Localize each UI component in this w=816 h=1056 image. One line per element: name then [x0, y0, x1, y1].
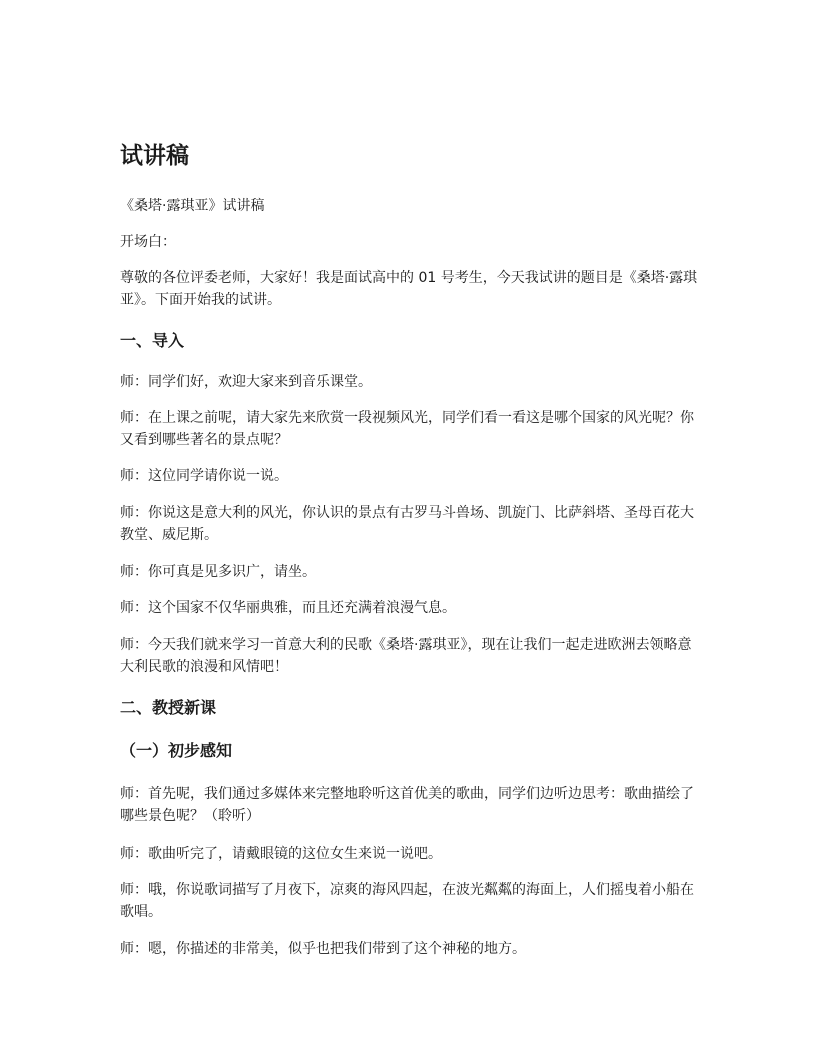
paragraph: 师：嗯，你描述的非常美，似乎也把我们带到了这个神秘的地方。 — [120, 941, 526, 957]
subsection-heading-perception: （一）初步感知 — [120, 741, 233, 760]
paragraph: 师：歌曲听完了，请戴眼镜的这位女生来说一说吧。 — [120, 846, 442, 862]
opening-text: 尊敬的各位评委老师，大家好！我是面试高中的 01 号考生，今天我试讲的题目是《桑塔·露琪亚》。下面开始我的试讲。 — [120, 270, 698, 308]
paragraph: 师：同学们好，欢迎大家来到音乐课堂。 — [120, 374, 372, 390]
paragraph: 师：你说这是意大利的风光，你认识的景点有古罗马斗兽场、凯旋门、比萨斜塔、圣母百花大教堂、威尼斯。 — [120, 505, 694, 543]
paragraph: 师：在上课之前呢，请大家先来欣赏一段视频风光，同学们看一看这是哪个国家的风光呢？你又看到哪些著名的景点呢？ — [120, 410, 694, 448]
opening-label: 开场白： — [120, 234, 176, 250]
document-title: 试讲稿 — [120, 143, 189, 169]
paragraph: 师：今天我们就来学习一首意大利的民歌《桑塔·露琪亚》，现在让我们一起走进欧洲去领略意大利民歌的浪漫和风情吧！ — [120, 637, 692, 675]
paragraph: 师：这个国家不仅华丽典雅，而且还充满着浪漫气息。 — [120, 600, 456, 616]
paragraph: 师：这位同学请你说一说。 — [120, 468, 288, 484]
paragraph: 师：哦，你说歌词描写了月夜下，凉爽的海风四起，在波光粼粼的海面上，人们摇曳着小船在歌唱。 — [120, 882, 694, 920]
section-heading-new-lesson: 二、教授新课 — [120, 698, 217, 717]
document-subtitle: 《桑塔·露琪亚》试讲稿 — [120, 198, 265, 214]
section-heading-intro: 一、导入 — [120, 331, 185, 350]
paragraph: 师：首先呢，我们通过多媒体来完整地聆听这首优美的歌曲，同学们边听边思考：歌曲描绘了哪些景色呢？（聆听） — [120, 786, 694, 824]
paragraph: 师：你可真是见多识广，请坐。 — [120, 564, 316, 580]
